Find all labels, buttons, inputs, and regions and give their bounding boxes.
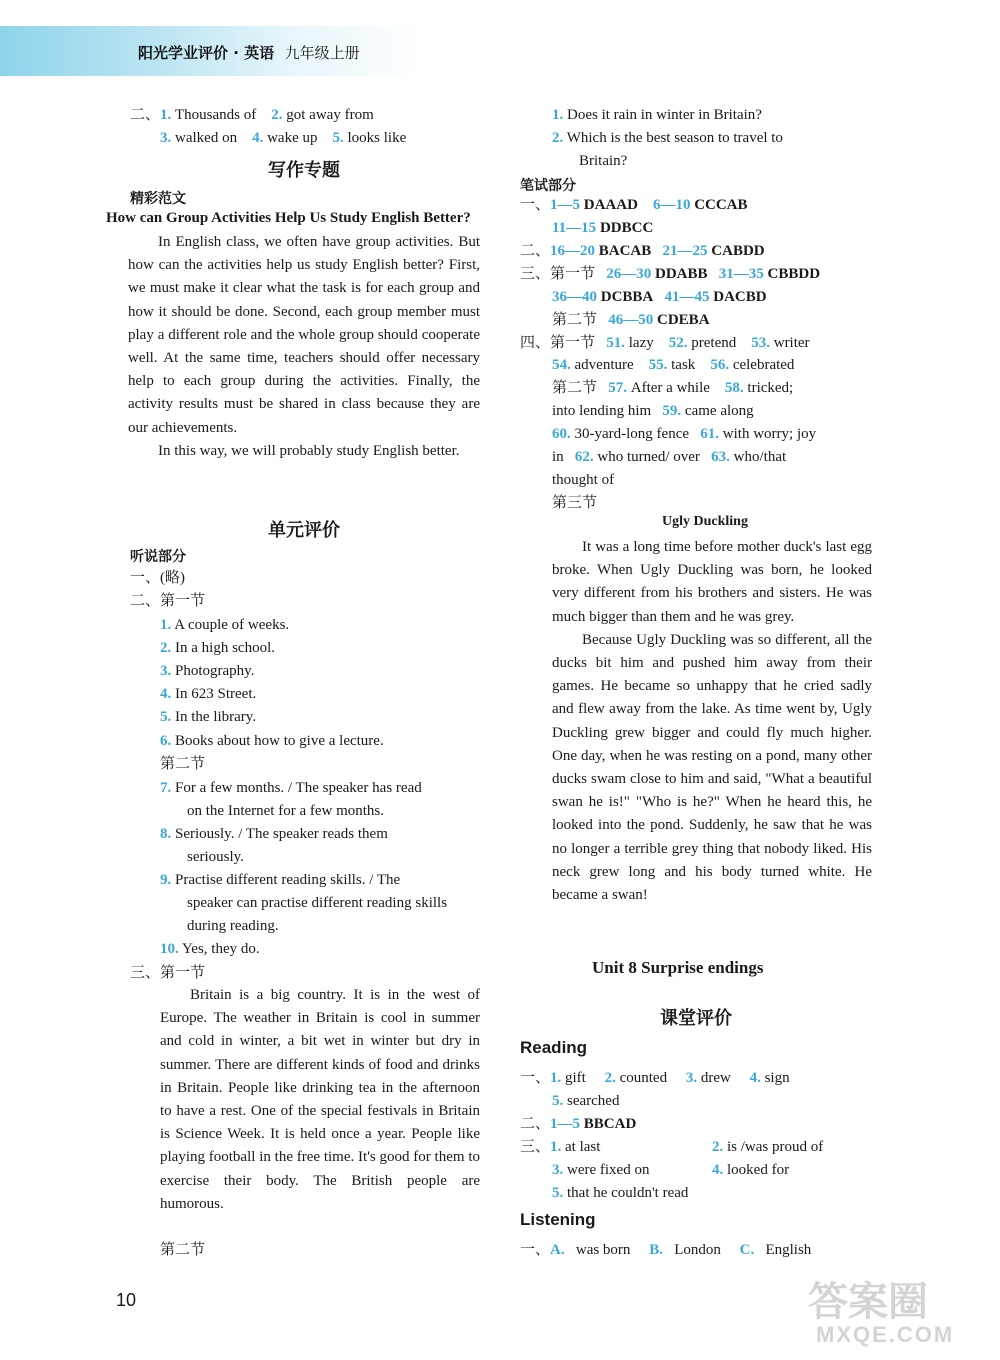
l1-row: 一、A. was born B. London C. English xyxy=(520,1242,812,1258)
r1-row2: 5. searched xyxy=(552,1093,620,1109)
w4-row6: in 62. who turned/ over 63. who/that xyxy=(552,449,787,465)
ugly-duckling-story: It was a long time before mother duck's last egg broke. When Ugly Duckling was born, he looked very different from his brothers and sisters. He was much bigger than them and he was grey. Because Ugly Duckling was so different, all the ducks bit him and pushed him away from their games. He became so unhappy that he cried sadly and flew away from the lake. As time went by, Ugly Duckling grew bigger and could fly much higher. One day, when he was resting on a pond, many other ducks swam close to him and said, "What a beautiful swan he is!" "Who is he?" When he heard this, he looked into the pond. Suddenly, he saw that he was no longer a terrible grey thing that nobody liked. His neck grew long and his body turned white. He became a swan! xyxy=(552,539,872,904)
right-q1: 1. Does it rain in winter in Britain? xyxy=(552,107,762,123)
w1-row1: 一、1—5 DAAAD 6—10 CCCAB xyxy=(520,197,748,213)
w3-row3: 第二节 46—50 CDEBA xyxy=(552,312,710,328)
w3-row1: 三、第一节 26—30 DDABB 31—35 CBBDD xyxy=(520,266,821,282)
reading-label: Reading xyxy=(520,1038,588,1057)
essay-title: How can Group Activities Help Us Study English Better? xyxy=(106,210,471,226)
left-s1: 一、(略) xyxy=(130,570,185,586)
watermark-logo: 答案圈 xyxy=(808,1280,928,1324)
list-item-cont: speaker can practise different reading skills xyxy=(187,895,448,911)
unit8-title: Unit 8 Surprise endings xyxy=(592,958,764,977)
list-item: 3. Photography. xyxy=(160,663,255,679)
left-s3-part2: 第二节 xyxy=(160,1242,206,1258)
list-item-cont: during reading. xyxy=(187,918,279,934)
r1-row1: 一、1. gift 2. counted 3. drew 4. sign xyxy=(520,1070,790,1086)
writing-topic-title: 写作专题 xyxy=(268,160,340,181)
model-essay-label: 精彩范文 xyxy=(130,191,186,207)
left-sec2-row2: 3. walked on 4. wake up 5. looks like xyxy=(160,130,407,146)
r3-row3: 5. that he couldn't read xyxy=(552,1185,689,1201)
left-sec2-row1: 二、1. Thousands of 2. got away from xyxy=(130,107,374,123)
list-item: 10. Yes, they do. xyxy=(160,941,260,957)
list-item: 4. In 623 Street. xyxy=(160,686,257,702)
list-item: 7. For a few months. / The speaker has read xyxy=(160,780,422,796)
r2-row: 二、1—5 BBCAD xyxy=(520,1116,637,1132)
w4-row2: 54. adventure 55. task 56. celebrated xyxy=(552,357,795,373)
w4-row7: thought of xyxy=(552,472,615,488)
list-item-cont: seriously. xyxy=(187,849,244,865)
page-number: 10 xyxy=(116,1290,137,1310)
w3-row2: 36—40 DCBBA 41—45 DACBD xyxy=(552,289,767,305)
right-q2: 2. Which is the best season to travel to xyxy=(552,130,783,146)
list-item: 9. Practise different reading skills. / The xyxy=(160,872,401,888)
list-item: 2. In a high school. xyxy=(160,640,275,656)
r3-row1: 三、1. at last xyxy=(520,1139,601,1155)
watermark-url: MXQE.COM xyxy=(816,1322,955,1347)
list-item: 8. Seriously. / The speaker reads them xyxy=(160,826,388,842)
header-title: 阳光学业评价 · 英语 九年级上册 xyxy=(138,44,360,62)
listening-speaking-label: 听说部分 xyxy=(130,549,186,565)
classroom-eval-title: 课堂评价 xyxy=(660,1008,732,1029)
story-title: Ugly Duckling xyxy=(662,514,748,529)
w4-row5: 60. 30-yard-long fence 61. with worry; joy xyxy=(552,426,817,442)
w1-row2: 11—15 DDBCC xyxy=(552,220,654,236)
list-item: 1. A couple of weeks. xyxy=(160,617,290,633)
w4-row4: into lending him 59. came along xyxy=(552,403,754,419)
w4-part3: 第三节 xyxy=(552,495,598,511)
britain-passage: Britain is a big country. It is in the west of Europe. The weather in Britain is cool in summer and cold in winter, a bit wet in winter but dry in summer. There are different kinds of food and drinks in Britain. People like drinking tea in the afternoon to have a rest. One of the special festivals in Britain is Science Week. It is held once a year. People like playing football in the free time. It's good for them to exercise their body. The British people are humorous. xyxy=(160,987,480,1212)
r3-row2: 3. were fixed on xyxy=(552,1162,650,1178)
list-item-cont: on the Internet for a few months. xyxy=(187,803,385,819)
list-item: 6. Books about how to give a lecture. xyxy=(160,733,384,749)
r3-row2b: 4. looked for xyxy=(712,1162,790,1178)
listening-label: Listening xyxy=(520,1210,596,1229)
r3-row1b: 2. is /was proud of xyxy=(712,1139,824,1155)
left-s2-part2: 第二节 xyxy=(160,756,206,772)
list-item: 5. In the library. xyxy=(160,709,257,725)
w4-row1: 四、第一节 51. lazy 52. pretend 53. writer xyxy=(520,335,810,351)
right-q2-cont: Britain? xyxy=(579,153,628,169)
written-part-label: 笔试部分 xyxy=(520,178,576,194)
w2-row: 二、16—20 BACAB 21—25 CABDD xyxy=(520,243,765,259)
unit-eval-title: 单元评价 xyxy=(268,520,340,541)
essay-body: In English class, we often have group activities. But how can the activities help us study English better? First, we must make it clear what the task is for each group and how it should be done. Second, each group member must play a different role and the whole group should cooperate well. At the same time, teachers should offer necessary help to each group during the activities. Finally, the activity results must be shared in class because they are our achievements. In this way, we will probably study English better. xyxy=(128,234,480,459)
left-s3-prefix: 三、第一节 xyxy=(130,965,206,981)
left-s2-prefix: 二、第一节 xyxy=(130,593,206,609)
w4-row3: 第二节 57. After a while 58. tricked; xyxy=(552,380,794,396)
